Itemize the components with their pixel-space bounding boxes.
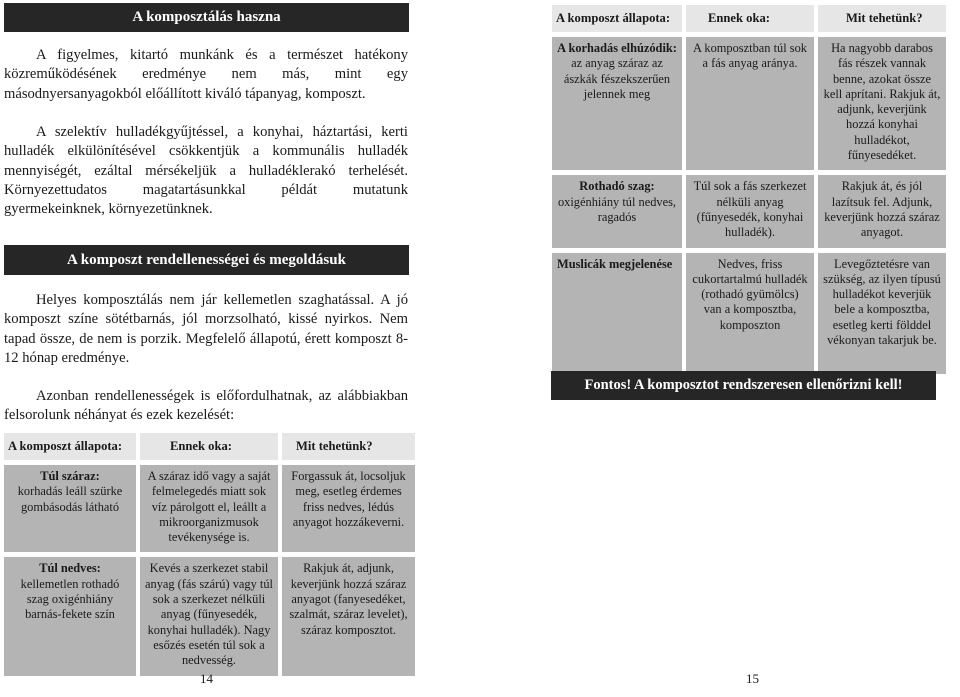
- action-cell: Levegőztetésre van szükség, az ilyen típusú hulladékot keverjük bele a komposztba, esetleg kerti földdel vékonyan takarjuk be.: [818, 253, 946, 374]
- paragraph-intro-table: Azonban rendellenességek is előfordulhatnak, az alábbiakban felsorolunk néhányat és ezek kezelését:: [4, 388, 408, 424]
- cause-cell: Túl sok a fás szerkezet nélküli anyag (fűnyesedék, konyhai hulladék).: [686, 175, 814, 247]
- important-note: Fontos! A komposztot rendszeresen ellenőrizni kell!: [551, 371, 936, 400]
- page-number-right: 15: [746, 671, 759, 686]
- state-cell: [552, 37, 682, 170]
- state-cell: [4, 557, 136, 676]
- state-desc: korhadás leáll szürke gombásodás látható: [17, 484, 123, 514]
- state-desc: az anyag száraz az ászkák fészekszerűen jelennek meg: [563, 56, 671, 101]
- table-row: [552, 175, 946, 247]
- table-row: [552, 253, 946, 374]
- state-label: Túl nedves:: [39, 561, 101, 576]
- state-label: A korhadás elhúzódik:: [557, 41, 677, 55]
- table-header-row: [552, 5, 946, 32]
- header-cause: Ennek oka:: [140, 433, 278, 460]
- action-cell: Ha nagyobb darabos fás részek vannak benne, azokat össze kell aprítani. Rakjuk át, adjunk, keverjünk hozzá konyhai hulladékot, fűnyesedéket.: [818, 37, 946, 170]
- paragraph-good-compost: Helyes komposztálás nem jár kellemetlen szaghatással. A jó komposzt színe sötétbarnás, jól morzsolható, kissé nyirkos. Nem tapad össze, de nem is porzik. Megfelelő állapotú, érett komposzt 8-12 hónap eredménye.: [4, 292, 408, 366]
- state-cell: [552, 175, 682, 247]
- right-page: [548, 0, 960, 697]
- action-cell: Forgassuk át, locsoljuk meg, esetleg érdemes friss nedves, lédús anyagot hozzákeverni.: [282, 465, 415, 552]
- left-page: [0, 0, 415, 697]
- cause-cell: A komposztban túl sok a fás anyag aránya.: [686, 37, 814, 170]
- table-header-row: [4, 433, 415, 460]
- cause-cell: Nedves, friss cukortartalmú hulladék (rothadó gyümölcs) van a komposztba, komposzton: [686, 253, 814, 374]
- state-cell: [4, 465, 136, 552]
- table-row: [4, 557, 415, 676]
- header-state: A komposzt állapota:: [552, 5, 682, 32]
- header-action: Mit tehetünk?: [818, 5, 946, 32]
- page-number-left: 14: [200, 671, 213, 686]
- paragraph-waste: A szelektív hulladékgyűjtéssel, a konyhai, háztartási, kerti hulladék elkülönítésével csökkentjük a kommunális hulladék mennyiségét, ezáltal mérsékeljük a hulladéklerakó terhelését. Környezettudatos magatartásunkkal példát mutatunk gyermekeinknek, környezetünknek.: [4, 124, 408, 218]
- state-label: Rothadó szag:: [579, 179, 655, 194]
- header-state: A komposzt állapota:: [4, 433, 136, 460]
- table-row: [552, 37, 946, 170]
- action-cell: Rakjuk át, és jól lazítsuk fel. Adjunk, keverjünk hozzá száraz anyagot.: [818, 175, 946, 247]
- state-desc: oxigénhiány túl nedves, ragadós: [557, 194, 677, 224]
- header-action: Mit tehetünk?: [282, 433, 415, 460]
- state-label: Túl száraz:: [40, 469, 100, 483]
- cause-cell: Kevés a szerkezet stabil anyag (fás szárú) vagy túl sok a szerkezet nélküli anyag (fűnyesedék, konyhai hulladék). Nagy esőzés esetén túl sok a nedvesség.: [140, 557, 278, 676]
- section-title-problems: A komposzt rendellenességei és megoldásuk: [4, 245, 409, 275]
- cause-cell: A száraz idő vagy a saját felmelegedés miatt sok víz párolgott el, leállt a mikroorganizmusok tevékenysége is.: [140, 465, 278, 552]
- table-row: [4, 465, 415, 552]
- section-title-benefits: A komposztálás haszna: [4, 3, 409, 32]
- header-cause: Ennek oka:: [686, 5, 814, 32]
- state-label: Muslicák megjelenése: [557, 256, 673, 271]
- action-cell: Rakjuk át, adjunk, keverjünk hozzá száraz anyagot (fanyesedéket, szalmát, száraz levelet), száraz komposztot.: [282, 557, 415, 676]
- paragraph-intro: A figyelmes, kitartó munkánk és a természet hatékony közreműködésének eredménye nem más, mint egy másodnyersanyagokból előállított kiváló tápanyag, komposzt.: [4, 47, 408, 102]
- state-cell: [552, 253, 682, 374]
- problems-table-left: [0, 428, 419, 681]
- state-desc: kellemetlen rothadó szag oxigénhiány barnás-fekete szín: [20, 576, 120, 622]
- problems-table-right: [548, 0, 950, 379]
